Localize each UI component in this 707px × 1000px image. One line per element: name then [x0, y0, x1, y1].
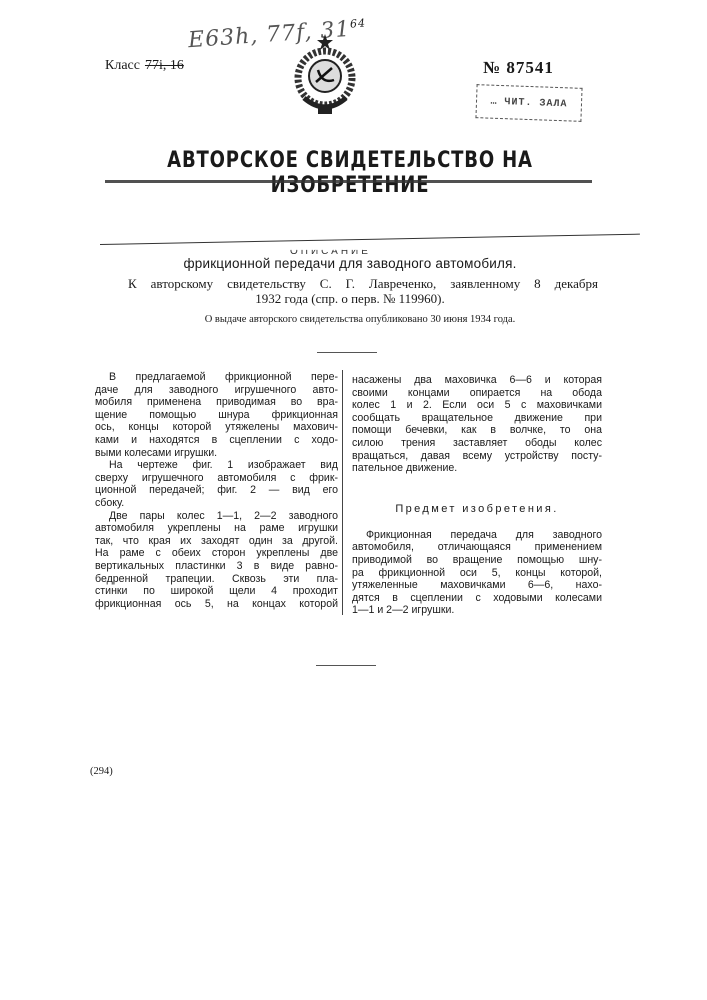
text-line: ось, концы которой утяжелены махович- [95, 421, 338, 434]
text-line: сбоку. [95, 497, 338, 510]
text-line: колес 1 и 2. Если оси 5 с маховичками [352, 399, 602, 412]
text-line: своими концами опирается на обода [352, 387, 602, 400]
section-rule [100, 234, 640, 245]
text-line: дятся в сцеплении с ходовыми колесами [352, 592, 602, 605]
text-line: автомобиля, отличающаяся применением [352, 541, 602, 554]
text-line: так, что края их заходят один за другой. [95, 535, 338, 548]
page-code: (294) [90, 766, 113, 777]
text-line: сверху игрушечного автомобиля с фрик- [95, 472, 338, 485]
text-line: пательное движение. [352, 462, 602, 475]
handwritten-class-text: Е63h, 77f, 31 [187, 17, 351, 53]
short-rule-top [317, 352, 377, 353]
description-heading: ОПИСАНИЕ [290, 246, 371, 257]
text-line: вращаться, давая всему устройству посту- [352, 450, 602, 463]
publication-note: О выдаче авторского свидетельства опубликовано 30 июня 1934 года. [100, 314, 620, 325]
text-line: утяжеленные маховичками 6—6, нахо- [352, 579, 602, 592]
text-line: вертикальных пластинки 3 в виде равно- [95, 560, 338, 573]
text-line: насажены два маховичка 6—6 и которая [352, 374, 602, 387]
right-column [352, 374, 602, 617]
text-line: приводимой во вращение помощью шну- [352, 554, 602, 567]
text-line: мобиля применена приводимая во вра- [95, 396, 338, 409]
ussr-emblem-icon [292, 32, 358, 122]
patent-number: № 87541 [483, 58, 554, 78]
text-line: стинки по широкой щели 4 проходит [95, 585, 338, 598]
text-line: помощи бечевки, как в волчке, то она [352, 424, 602, 437]
claims-text [352, 529, 602, 617]
library-stamp: … ЧИТ. ЗАЛА [475, 84, 582, 122]
title-rule [105, 180, 592, 183]
text-line: щение помощью шнура фрикционная [95, 409, 338, 422]
text-line: ра фрикционной оси 5, концы которой, [352, 567, 602, 580]
claims-heading: Предмет изобретения. [352, 502, 602, 516]
description-continued [352, 374, 602, 475]
document-title: АВТОРСКОЕ СВИДЕТЕЛЬСТВО НА ИЗОБРЕТЕНИЕ [145, 148, 555, 198]
text-line: выми колесами игрушки. [95, 447, 338, 460]
text-line: даче для заводного игрушечного авто- [95, 384, 338, 397]
invention-subtitle: фрикционной передачи для заводного автомобиля. [100, 256, 600, 271]
text-line: бедренной трапеции. Сквозь эти пла- [95, 573, 338, 586]
text-line: На раме с обеих сторон укреплены две [95, 547, 338, 560]
author-line-2: 1932 года (спр. о перв. № 119960). [100, 291, 600, 307]
text-line: В предлагаемой фрикционной пере- [95, 371, 338, 384]
text-line: ками и находятся в сцеплении с ходо- [95, 434, 338, 447]
text-line: 1—1 и 2—2 игрушки. [352, 604, 602, 617]
author-line-1: К авторскому свидетельству С. Г. Лавреченко, заявленному 8 декабря [128, 276, 598, 292]
handwritten-sup: 64 [350, 16, 367, 30]
column-divider [342, 370, 343, 615]
text-line: фрикционная ось 5, на концах которой [95, 598, 338, 611]
class-label-text: Класс [105, 58, 140, 73]
text-line: автомобиля укреплены на раме игрушки [95, 522, 338, 535]
class-struck-value: 77i, 16 [145, 58, 184, 73]
text-line: На чертеже фиг. 1 изображает вид [95, 459, 338, 472]
short-rule-bottom [316, 665, 376, 666]
text-line: силою трения заставляет ободы колес [352, 437, 602, 450]
class-label [105, 58, 184, 74]
text-line: Две пары колес 1—1, 2—2 заводного [95, 510, 338, 523]
text-line: сообщать вращательное движение при [352, 412, 602, 425]
left-column [95, 371, 338, 610]
text-line: ционной передачей; фиг. 2 — вид его [95, 484, 338, 497]
text-line: Фрикционная передача для заводного [352, 529, 602, 542]
